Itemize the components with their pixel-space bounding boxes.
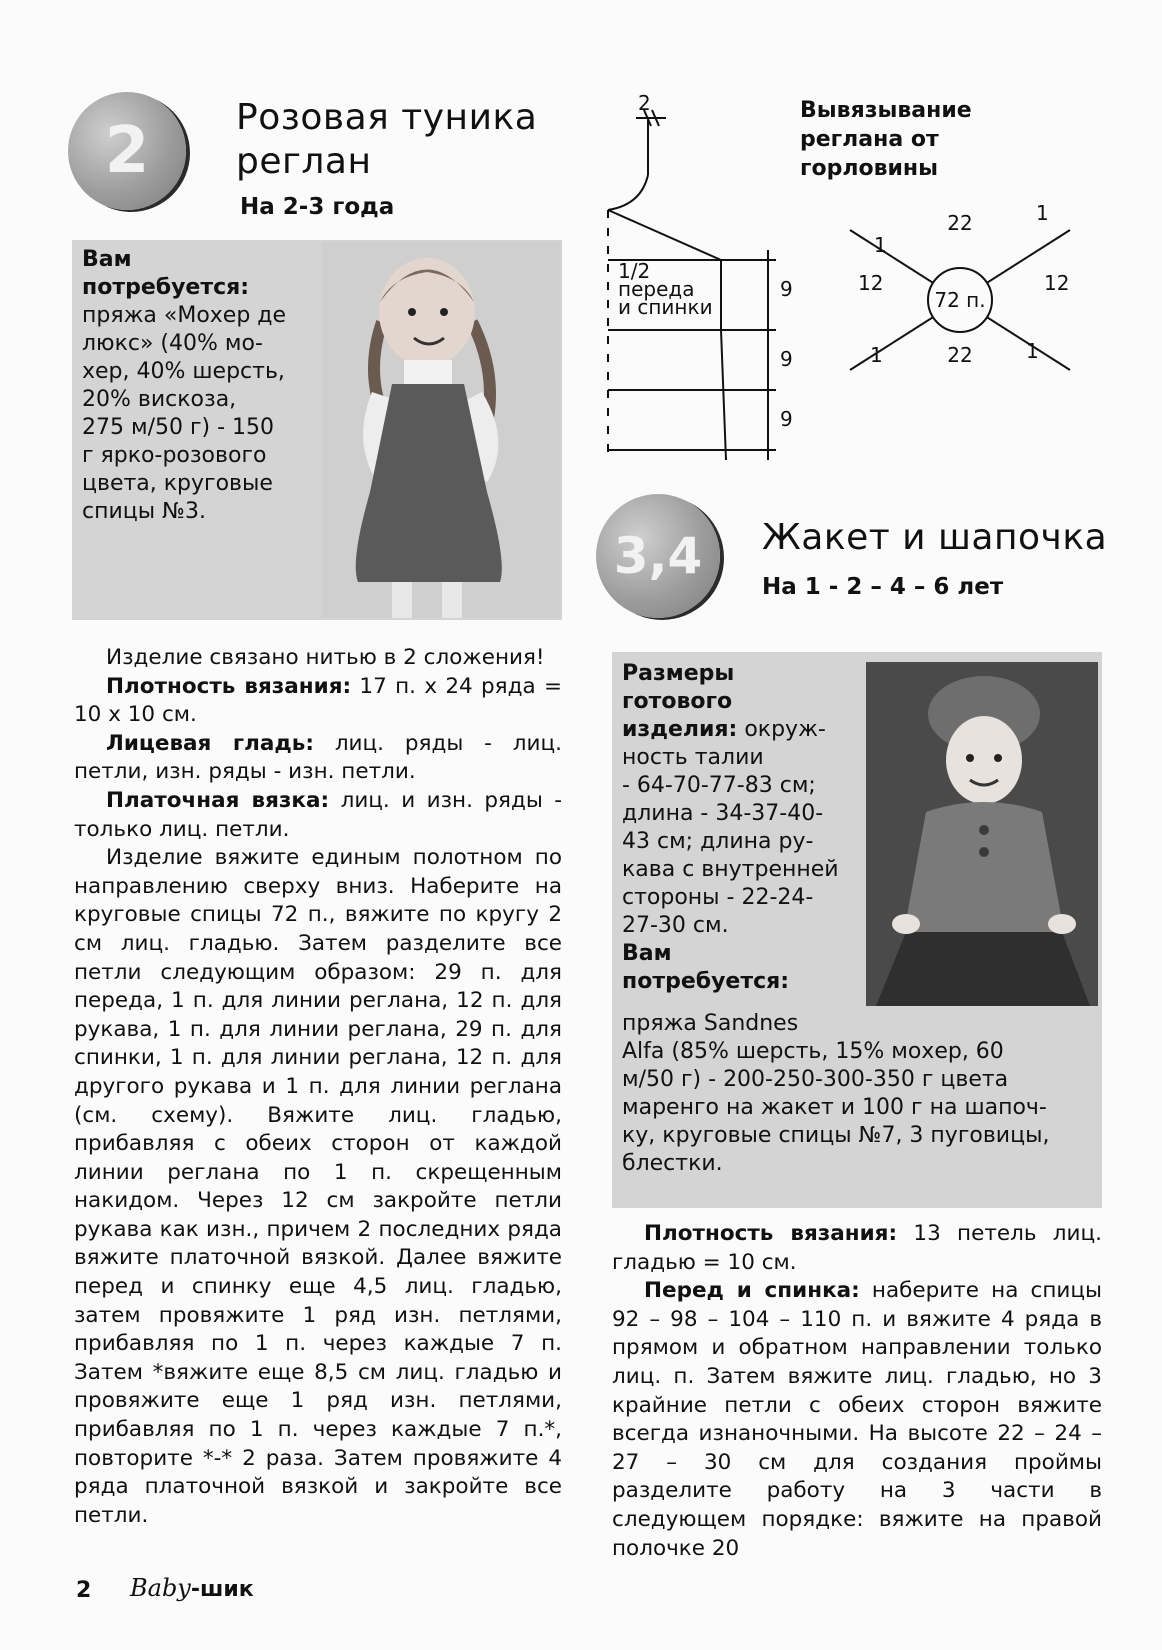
section-badge-2: 2 bbox=[68, 92, 186, 210]
magazine-logo: Baby-шик bbox=[130, 1574, 254, 1602]
garter-paragraph: Платочная вязка: лиц. и изн. ряды - только лиц. петли. bbox=[74, 787, 563, 842]
sizes-text-jacket: Размеры готового изделия: окруж- ность талии - 64-70-77-83 см; длина - 34-37-40- 43 см; длина ру- кава с внутренней стороны - 22-24- 27-30 см. Вам потребуется: bbox=[622, 661, 839, 994]
page-number: 2 bbox=[76, 1578, 92, 1603]
left-column-text bbox=[74, 644, 562, 1530]
section-age-tunic: На 2-3 года bbox=[240, 194, 395, 220]
half-label-line1: 1/2 bbox=[618, 259, 651, 283]
tunic-schematic bbox=[596, 90, 816, 470]
materials-text-tunic: Вам потребуется: пряжа «Мохер де люкс» (40% мо- хер, 40% шерсть, 20% вискоза, 275 м/50 г) - 150 г ярко-розового цвета, круговые спицы №3. bbox=[82, 247, 287, 524]
half-label-line2: переда bbox=[618, 277, 695, 301]
segment-label-2: 9 bbox=[780, 347, 793, 371]
right-column-text bbox=[612, 1220, 1102, 1563]
corner-one-br: 1 bbox=[1026, 339, 1039, 363]
section-title-jacket: Жакет и шапочка bbox=[762, 517, 1108, 558]
main-instructions-paragraph: Изделие вяжите единым полотном по направлению сверху вниз. Наберите на круговые спицы 72 п., вяжите по кругу 2 см лиц. гладью. Затем разделите все петли следующим образом: 29 п. для переда, 1 п. для линии реглана, 12 п. для рукава, 1 п. для линии реглана, 29 п. для спинки, 1 п. для линии реглана, 12 п. для другого рукава и 1 п. для линии реглана (см. схему). Вяжите лиц. гладью, прибавляя с обеих сторон от каждой линии реглана по 1 п. скрещенным накидом. Через 12 см закройте петли рукава как изн., причем 2 последних ряда вяжите платочной вязкой. Далее вяжите перед и спинку еще 4,5 лиц. гладью, затем провяжите 1 ряд изн. петлями, прибавляя по 1 п. через каждые 7 п. Затем *вяжите еще 8,5 см лиц. гладью и провяжите еще 1 ряд изн. петлями, прибавляя по 1 п. через каждые 7 п.*, повторите *-* 2 раза. Затем провяжите 4 ряда платочной вязкой и закройте все петли. bbox=[74, 845, 562, 1528]
center-stitch-label: 72 п. bbox=[934, 288, 986, 312]
intro-paragraph: Изделие связано нитью в 2 сложения! bbox=[106, 645, 545, 670]
front-back-paragraph: Перед и спинка: наберите на спицы 92 – 98 – 104 – 110 п. и вяжите 4 ряда в прямом и обратном направлении только лиц. п. Затем вяжите лиц. гладью, но 3 крайние петли с обеих сторон вяжите всегда изнаночными. На высоте 22 – 24 – 27 – 30 см для создания проймы разделите работу на 3 части в следующем порядке: вяжите на правой полочке 20 bbox=[612, 1278, 1102, 1561]
section-title-tunic: Розовая туника реглан bbox=[236, 97, 538, 182]
jacket-density-paragraph: Плотность вязания: 13 петель лиц. гладью = 10 см. bbox=[612, 1221, 1102, 1275]
bottom-value-label: 22 bbox=[947, 343, 973, 367]
materials-text-jacket: пряжа Sandnes Alfa (85% шерсть, 15% мохер, 60 м/50 г) - 200-250-300-350 г цвета маренго на жакет и 100 г на шапоч- ку, круговые спицы №7, 3 пуговицы, блестки. bbox=[622, 1011, 1050, 1176]
corner-one-bl: 1 bbox=[870, 343, 883, 367]
girl-tunic-illustration bbox=[322, 242, 560, 618]
raglan-circle-diagram bbox=[830, 200, 1090, 400]
tunic-photo bbox=[322, 242, 560, 618]
stockinette-paragraph: Лицевая гладь: лиц. ряды - лиц. петли, изн. ряды - изн. петли. bbox=[74, 730, 562, 785]
jacket-photo bbox=[866, 662, 1098, 1006]
corner-one-tl: 1 bbox=[874, 233, 887, 257]
corner-one-tr: 1 bbox=[1036, 201, 1049, 225]
half-label-line3: и спинки bbox=[618, 295, 713, 319]
top-mark-label: 2 bbox=[638, 91, 651, 115]
segment-label-3: 9 bbox=[780, 407, 793, 431]
top-value-label: 22 bbox=[947, 211, 973, 235]
density-paragraph: Плотность вязания: 17 п. х 24 ряда = 10 х 10 см. bbox=[74, 673, 562, 728]
segment-label-1: 9 bbox=[780, 277, 793, 301]
right-value-label: 12 bbox=[1044, 271, 1070, 295]
section-badge-3-4: 3,4 bbox=[596, 494, 720, 618]
diagram-heading: Вывязывание реглана от горловины bbox=[800, 98, 972, 181]
left-value-label: 12 bbox=[858, 271, 884, 295]
girl-jacket-illustration bbox=[866, 662, 1098, 1006]
section-age-jacket: На 1 - 2 – 4 – 6 лет bbox=[762, 574, 1004, 600]
